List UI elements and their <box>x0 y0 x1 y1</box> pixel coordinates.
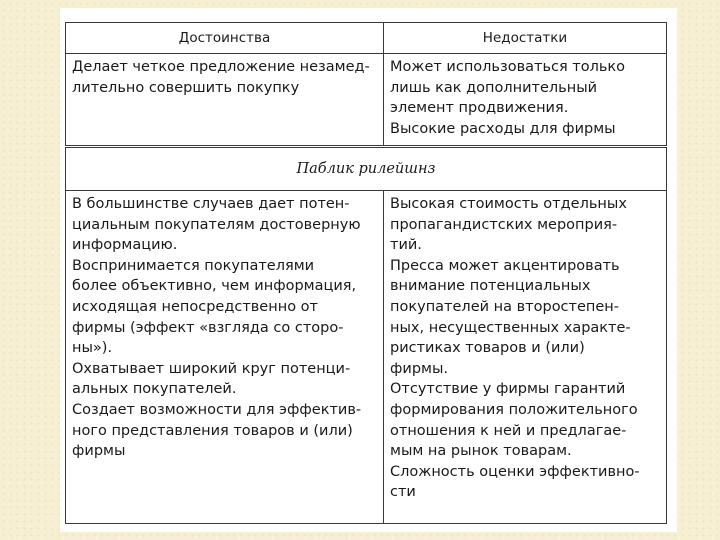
text-line: тий. <box>390 237 422 254</box>
section-row <box>66 147 667 191</box>
text-line: циальным покупателям достоверную <box>72 216 361 233</box>
text-line: информацию. <box>72 237 178 254</box>
text-line: ного представления товаров и (или) <box>72 422 353 439</box>
text-line: Воспринимается покупателями <box>72 257 315 274</box>
text-line: Охватывает широкий круг потенци- <box>72 360 351 377</box>
table-row <box>66 191 667 524</box>
text-line: исходящая непосредственно от <box>72 298 318 315</box>
text-line: покупателей на второстепен- <box>390 298 620 315</box>
text-line: ны»). <box>72 340 113 357</box>
document-page <box>60 8 677 532</box>
text-line: отношения к ней и предлагае- <box>390 422 627 439</box>
text-line: Высокая стоимость отдельных <box>390 196 627 212</box>
text-line: пропагандистских мероприя- <box>390 216 618 233</box>
text-line: В большинстве случаев дает потен- <box>72 196 350 212</box>
text-line: более объективно, чем информация, <box>72 278 357 295</box>
text-line: альных покупателей. <box>72 381 237 398</box>
text-line: лишь как дополнительный <box>390 79 598 96</box>
comparison-table <box>65 22 667 524</box>
text-line: Отсутствие у фирмы гарантий <box>390 381 626 398</box>
text-line: формирования положительного <box>390 401 638 418</box>
text-line: лительно совершить покупку <box>72 79 300 96</box>
text-line: ристиках товаров и (или) <box>390 340 585 357</box>
text-line: фирмы. <box>390 360 449 377</box>
disadvantages-cell <box>384 191 667 524</box>
text-line: мым на рынок товарам. <box>390 443 572 460</box>
table-row <box>66 54 667 147</box>
text-line: элемент продвижения. <box>390 100 569 117</box>
advantages-cell <box>66 191 384 524</box>
text-line: Может использоваться только <box>390 59 626 75</box>
text-line: ных, несущественных характе- <box>390 319 631 336</box>
section-title: Паблик рилейшнз <box>66 147 667 191</box>
text-line: Создает возможности для эффектив- <box>72 401 362 418</box>
text-line: Делает четкое предложение незамед- <box>72 59 370 75</box>
text-line: Сложность оценки эффективно- <box>390 463 640 480</box>
header-row <box>66 23 667 54</box>
text-line: фирмы <box>72 443 126 460</box>
text-line: Высокие расходы для фирмы <box>390 120 616 137</box>
text-line: Пресса может акцентировать <box>390 257 620 274</box>
text-line: фирмы (эффект «взгляда со сторо- <box>72 319 344 336</box>
header-disadvantages: Недостатки <box>384 23 667 54</box>
text-line: внимание потенциальных <box>390 278 591 295</box>
header-advantages: Достоинства <box>66 23 384 54</box>
advantages-cell <box>66 54 384 147</box>
disadvantages-cell <box>384 54 667 147</box>
text-line: сти <box>390 484 416 501</box>
